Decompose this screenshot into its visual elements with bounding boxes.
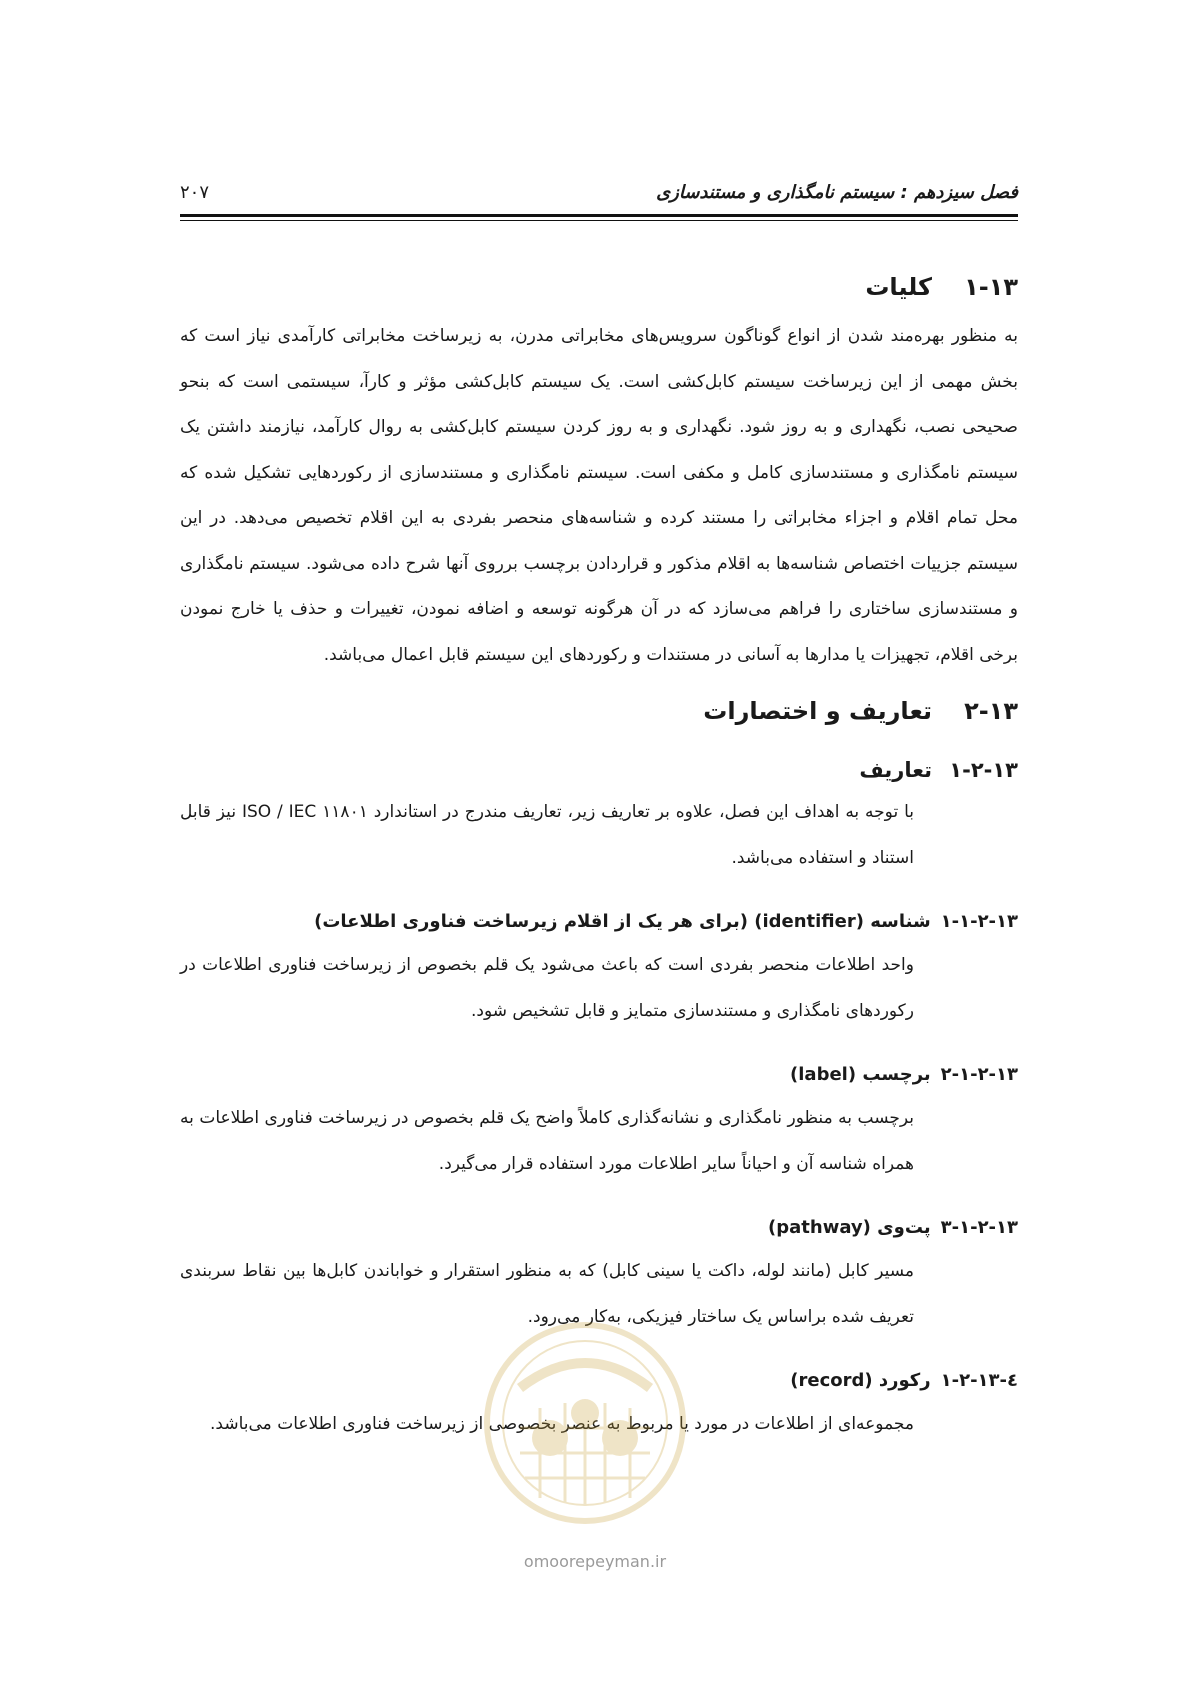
definition-heading xyxy=(180,1207,1018,1247)
definition-number: ٤-۱-۲-۱۳ xyxy=(940,1369,1018,1391)
page-number: ۲۰۷ xyxy=(180,182,210,203)
header-rule-thin xyxy=(180,220,1018,221)
definition-title: شناسه (identifier) (برای هر یک از اقلام زیرساخت فناوری اطلاعات) xyxy=(314,910,931,932)
subsection-2-1-paragraph: با توجه به اهداف این فصل، علاوه بر تعاریف زیر، تعاریف مندرج در استاندارد ISO / IEC ۱۱۸۰۱ نیز قابل استناد و استفاده می‌باشد. xyxy=(180,802,914,868)
definition-number: ۱-۱-۲-۱۳ xyxy=(940,910,1018,932)
subsection-heading-2-1 xyxy=(180,750,1018,790)
section-number: ۲-۱۳ xyxy=(964,697,1018,725)
subsection-number: ۱-۲-۱۳ xyxy=(949,758,1018,782)
definition-number: ۳-۱-۲-۱۳ xyxy=(940,1216,1018,1238)
section-number: ۱-۱۳ xyxy=(964,273,1018,301)
watermark-url: omoorepeyman.ir xyxy=(523,1552,667,1571)
running-title: فصل سیزدهم : سیستم نامگذاری و مستندسازی xyxy=(656,182,1018,203)
definition-text: برچسب به منظور نامگذاری و نشانه‌گذاری کاملاً واضح یک قلم بخصوص در زیرساخت فناوری اطلاعات به همراه شناسه آن و احیاناً سایر اطلاعات مورد استفاده قرار می‌گیرد. xyxy=(180,1108,914,1174)
section-heading-2 xyxy=(180,688,1018,734)
definition-text: مجموعه‌ای از اطلاعات در مورد یا مربوط به عنصر بخصوصی از زیرساخت فناوری اطلاعات می‌باشد. xyxy=(210,1414,914,1434)
definition-text: مسیر کابل (مانند لوله، داکت یا سینی کابل) که به منظور استقرار و خواباندن کابل‌ها بین نقاط سربندی تعریف شده براساس یک ساختار فیزیکی، به‌کار می‌رود. xyxy=(180,1261,914,1327)
running-header xyxy=(180,182,1018,212)
definition-title: پت‌وی (pathway) xyxy=(768,1216,931,1238)
definition-heading xyxy=(180,901,1018,941)
subsection-title: تعاریف xyxy=(859,758,932,782)
section-title: کلیات xyxy=(865,273,932,301)
definition-title: برچسب (label) xyxy=(790,1063,931,1085)
header-rule-thick xyxy=(180,214,1018,217)
watermark-seal-icon xyxy=(480,1318,690,1528)
definition-heading xyxy=(180,1054,1018,1094)
section-1-paragraph: به منظور بهره‌مند شدن از انواع گوناگون سرویس‌های مخابراتی مدرن، به زیرساخت مخابراتی کارآمدی نیاز است که بخش مهمی از این زیرساخت سیستم کابل‌کشی است. یک سیستم کابل‌کشی مؤثر و کارآ، سیستمی است که بنحو صحیحی نصب، نگهداری و به روز شود. نگهداری و به روز کردن سیستم کابل‌کشی به روال کارآمد، نیازمند داشتن یک سیستم نامگذاری و مستندسازی کامل و مکفی است. سیستم نامگذاری و مستندسازی از رکوردهایی تشکیل شده که محل تمام اقلام و اجزاء مخابراتی را مستند کرده و شناسه‌های منحصر بفردی به این اقلام تخصیص می‌دهد. در این سیستم جزییات اختصاص شناسه‌ها به اقلام مذکور و قراردادن برچسب برروی آنها شرح داده می‌شود. سیستم نامگذاری و مستندسازی ساختاری را فراهم می‌سازد که در آن هرگونه توسعه و اضافه نمودن، تغییرات و حذف یا خارج نمودن برخی اقلام، تجهیزات یا مدارها به آسانی در مستندات و رکوردهای این سیستم قابل اعمال می‌باشد. xyxy=(180,326,1018,665)
section-title: تعاریف و اختصارات xyxy=(703,697,932,725)
definition-title: رکورد (record) xyxy=(790,1369,931,1391)
definition-text: واحد اطلاعات منحصر بفردی است که باعث می‌شود یک قلم بخصوص از زیرساخت فناوری اطلاعات در رکوردهای نامگذاری و مستندسازی متمایز و قابل تشخیص شود. xyxy=(180,955,914,1021)
definition-number: ۲-۱-۲-۱۳ xyxy=(940,1063,1018,1085)
section-heading-1 xyxy=(180,264,1018,310)
page-body xyxy=(180,264,1018,1448)
